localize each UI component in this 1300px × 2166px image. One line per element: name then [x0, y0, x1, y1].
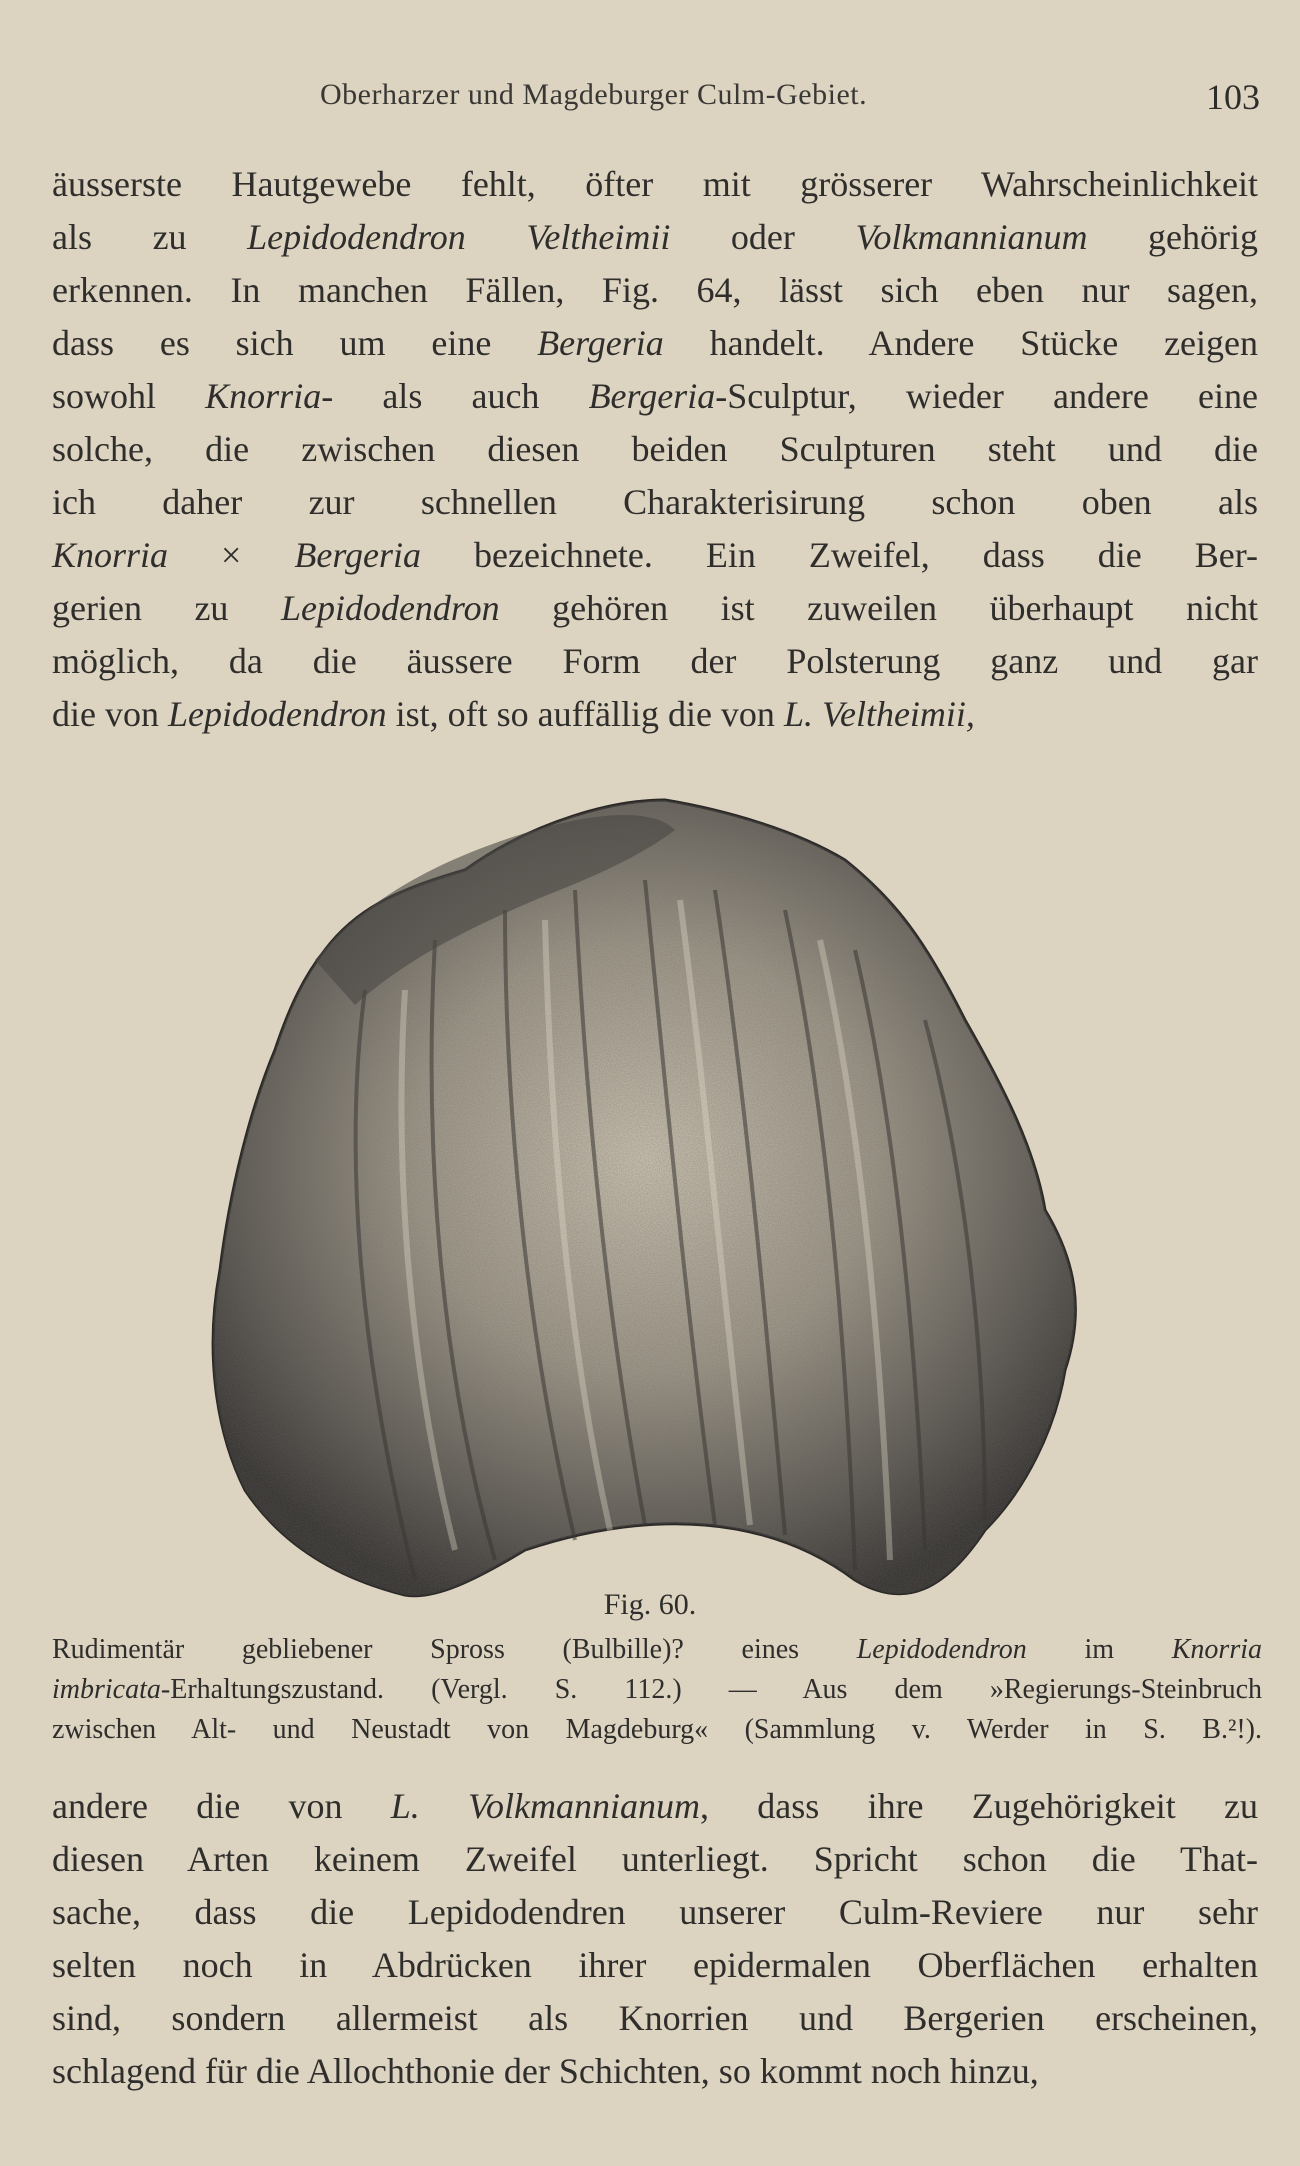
text-segment: gerien zu — [52, 588, 281, 628]
text-segment: zwischen Alt- und Neustadt von Magdeburg« (Sammlung v. Werder in S. B.²!). — [52, 1714, 1262, 1745]
text-segment: gehörig — [1087, 217, 1259, 257]
caption-line — [52, 1710, 1262, 1750]
text-segment: -Erhaltungszustand. (Vergl. S. 112.) — Aus dem »Regierungs-Steinbruch — [160, 1674, 1262, 1705]
italic-text: Knorria — [52, 535, 169, 575]
text-segment: im — [1026, 1634, 1172, 1665]
body-line — [52, 529, 1258, 582]
text-segment: als zu — [52, 217, 248, 257]
body-line — [52, 317, 1258, 370]
body-line — [52, 688, 1258, 741]
body-line — [52, 158, 1258, 211]
text-segment: oder — [670, 217, 856, 257]
text-segment: sind, sondern allermeist als Knorrien und Bergerien erscheinen, — [52, 1998, 1258, 2038]
italic-text: Lepidodendron Veltheimii — [247, 217, 671, 257]
text-segment: gehören ist zuweilen überhaupt nicht — [499, 588, 1258, 628]
text-segment: solche, die zwischen diesen beiden Sculpturen steht und die — [52, 429, 1258, 469]
text-segment: andere die von — [52, 1786, 391, 1826]
text-segment: diesen Arten keinem Zweifel unterliegt. Spricht schon die That- — [52, 1839, 1258, 1879]
text-segment: möglich, da die äussere Form der Polsterung ganz und gar — [52, 641, 1258, 681]
body-line — [52, 1833, 1258, 1886]
text-segment: -Sculptur, wieder andere eine — [715, 376, 1258, 416]
text-segment: dass es sich um eine — [52, 323, 538, 363]
body-line — [52, 1939, 1258, 1992]
italic-text: Bergeria — [588, 376, 716, 416]
figure-caption — [52, 1630, 1262, 1750]
body-line — [52, 476, 1258, 529]
text-segment: bezeichnete. Ein Zweifel, dass die Ber- — [420, 535, 1258, 575]
text-segment: schlagend für die Allochthonie der Schichten, so kommt noch hinzu, — [52, 2051, 1039, 2091]
text-segment: , dass ihre Zugehörigkeit zu — [700, 1786, 1259, 1826]
caption-line — [52, 1630, 1262, 1670]
italic-text: Lepidodendron — [856, 1634, 1027, 1665]
body-text-top — [52, 158, 1258, 741]
body-line — [52, 423, 1258, 476]
italic-text: Knorria — [205, 376, 322, 416]
text-segment: äusserste Hautgewebe fehlt, öfter mit grösserer Wahrscheinlichkeit — [52, 164, 1258, 204]
text-segment: erkennen. In manchen Fällen, Fig. 64, lässt sich eben nur sagen, — [52, 270, 1258, 310]
body-line — [52, 1886, 1258, 1939]
italic-text: Bergeria — [537, 323, 664, 363]
text-segment: sache, dass die Lepidodendren unserer Culm-Reviere nur sehr — [52, 1892, 1258, 1932]
body-line — [52, 2045, 1258, 2098]
text-segment: - als auch — [321, 376, 589, 416]
text-segment: × — [168, 535, 295, 575]
italic-text: Volkmannianum — [855, 217, 1088, 257]
body-line — [52, 370, 1258, 423]
body-line — [52, 1992, 1258, 2045]
text-segment: selten noch in Abdrücken ihrer epidermalen Oberflächen erhalten — [52, 1945, 1258, 1985]
italic-text: Bergeria — [294, 535, 421, 575]
body-line — [52, 264, 1258, 317]
italic-text: Lepidodendron — [167, 694, 387, 734]
page-number: 103 — [1206, 77, 1260, 117]
italic-text: Lepidodendron — [280, 588, 500, 628]
italic-text: L. Volkmannianum — [390, 1786, 701, 1826]
italic-text: Knorria — [1171, 1634, 1262, 1665]
text-segment: Rudimentär gebliebener Spross (Bulbille)? eines — [52, 1634, 857, 1665]
text-segment: ich daher zur schnellen Charakterisirung schon oben als — [52, 482, 1258, 522]
fossil-illustration — [205, 790, 1105, 1610]
italic-text: imbricata — [52, 1674, 161, 1705]
figure-label: Fig. 60. — [603, 1588, 697, 1621]
running-title: Oberharzer und Magdeburger Culm-Gebiet. — [320, 78, 868, 111]
italic-text: L. Veltheimii, — [783, 694, 975, 734]
text-segment: sowohl — [52, 376, 206, 416]
page-header — [0, 78, 1300, 128]
text-segment: handelt. Andere Stücke zeigen — [663, 323, 1259, 363]
text-segment: die von — [52, 694, 168, 734]
body-line — [52, 635, 1258, 688]
body-line — [52, 1780, 1258, 1833]
body-text-bottom — [52, 1780, 1258, 2098]
text-segment: ist, oft so auffällig die von — [386, 694, 784, 734]
caption-line — [52, 1670, 1262, 1710]
body-line — [52, 211, 1258, 264]
body-line — [52, 582, 1258, 635]
